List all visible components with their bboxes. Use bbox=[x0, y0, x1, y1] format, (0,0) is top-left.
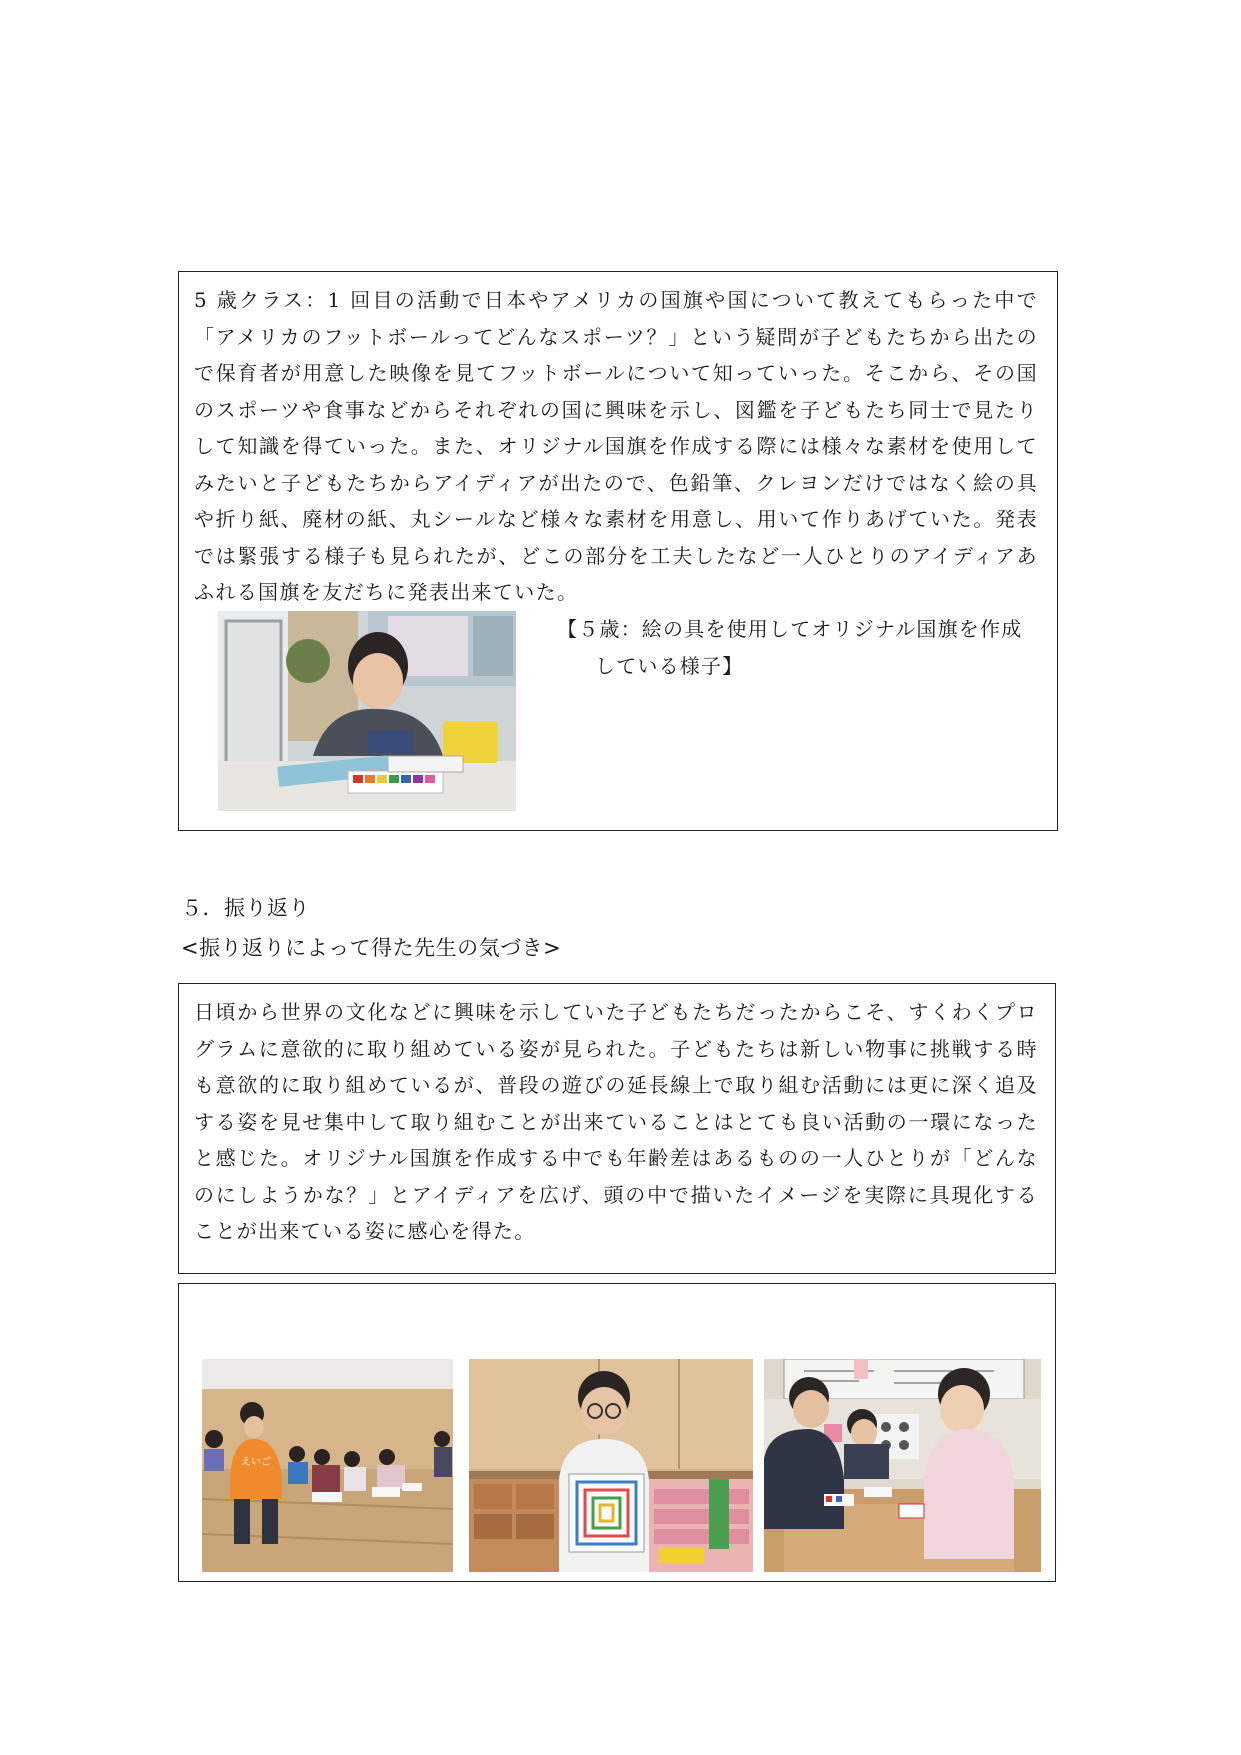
caption-line-1: 【５歳：絵の具を使用してオリジナル国旗を作成 bbox=[557, 617, 1023, 641]
photo-children-table-image bbox=[764, 1359, 1041, 1572]
reflection-box bbox=[178, 983, 1056, 1274]
activity-box bbox=[178, 271, 1058, 831]
photo-gallery-box bbox=[178, 1283, 1056, 1582]
caption-line-2: している様子】 bbox=[595, 654, 744, 678]
photo-child-painting bbox=[218, 611, 516, 811]
photo-boy-with-flag bbox=[469, 1359, 753, 1572]
photo-children-floor bbox=[202, 1359, 453, 1572]
reflection-paragraph: 日頃から世界の文化などに興味を示していた子どもたちだったからこそ、すくわくプログラムに意欲的に取り組めている姿が見られた。子どもたちは新しい物事に挑戦する時も意欲的に取り組めているが、普段の遊びの延長線上で取り組む活動には更に深く追及する姿を見せ集中して取り組むことが出来ていることはとても良い活動の一環になったと感じた。オリジナル国旗を作成する中でも年齢差はあるものの一人ひとりが「どんなのにしようかな？」とアイディアを広げ、頭の中で描いたイメージを実際に具現化することが出来ている姿に感心を得た。 bbox=[194, 1000, 1038, 1243]
activity-paragraph: 5 歳クラス：1 回目の活動で日本やアメリカの国旗や国について教えてもらった中で「アメリカのフットボールってどんなスポーツ？」という疑問が子どもたちから出たので保育者が用意した映像を見てフットボールについて知っていった。そこから、その国のスポーツや食事などからそれぞれの国に興味を示し、図鑑を子どもたち同士で見たりして知識を得ていった。また、オリジナル国旗を作成する際には様々な素材を使用してみたいと子どもたちからアイディアが出たので、色鉛筆、クレヨンだけではなく絵の具や折り紙、廃材の紙、丸シールなど様々な素材を用意し、用いて作りあげていた。発表では緊張する様子も見られたが、どこの部分を工夫したなど一人ひとりのアイディアあふれる国旗を友だちに発表出来ていた。 bbox=[194, 288, 1038, 604]
section-subheading: <振り返りによって得た先生の気づき> bbox=[181, 936, 562, 960]
shirt-text: えいご bbox=[241, 1457, 271, 1468]
photo-children-floor-image bbox=[202, 1359, 453, 1572]
photo-children-table bbox=[764, 1359, 1041, 1572]
photo-caption bbox=[557, 611, 1037, 685]
section-heading: ５．振り返り bbox=[181, 896, 310, 920]
photo-boy-with-flag-image bbox=[469, 1359, 753, 1572]
photo-child-painting-image bbox=[218, 611, 516, 811]
